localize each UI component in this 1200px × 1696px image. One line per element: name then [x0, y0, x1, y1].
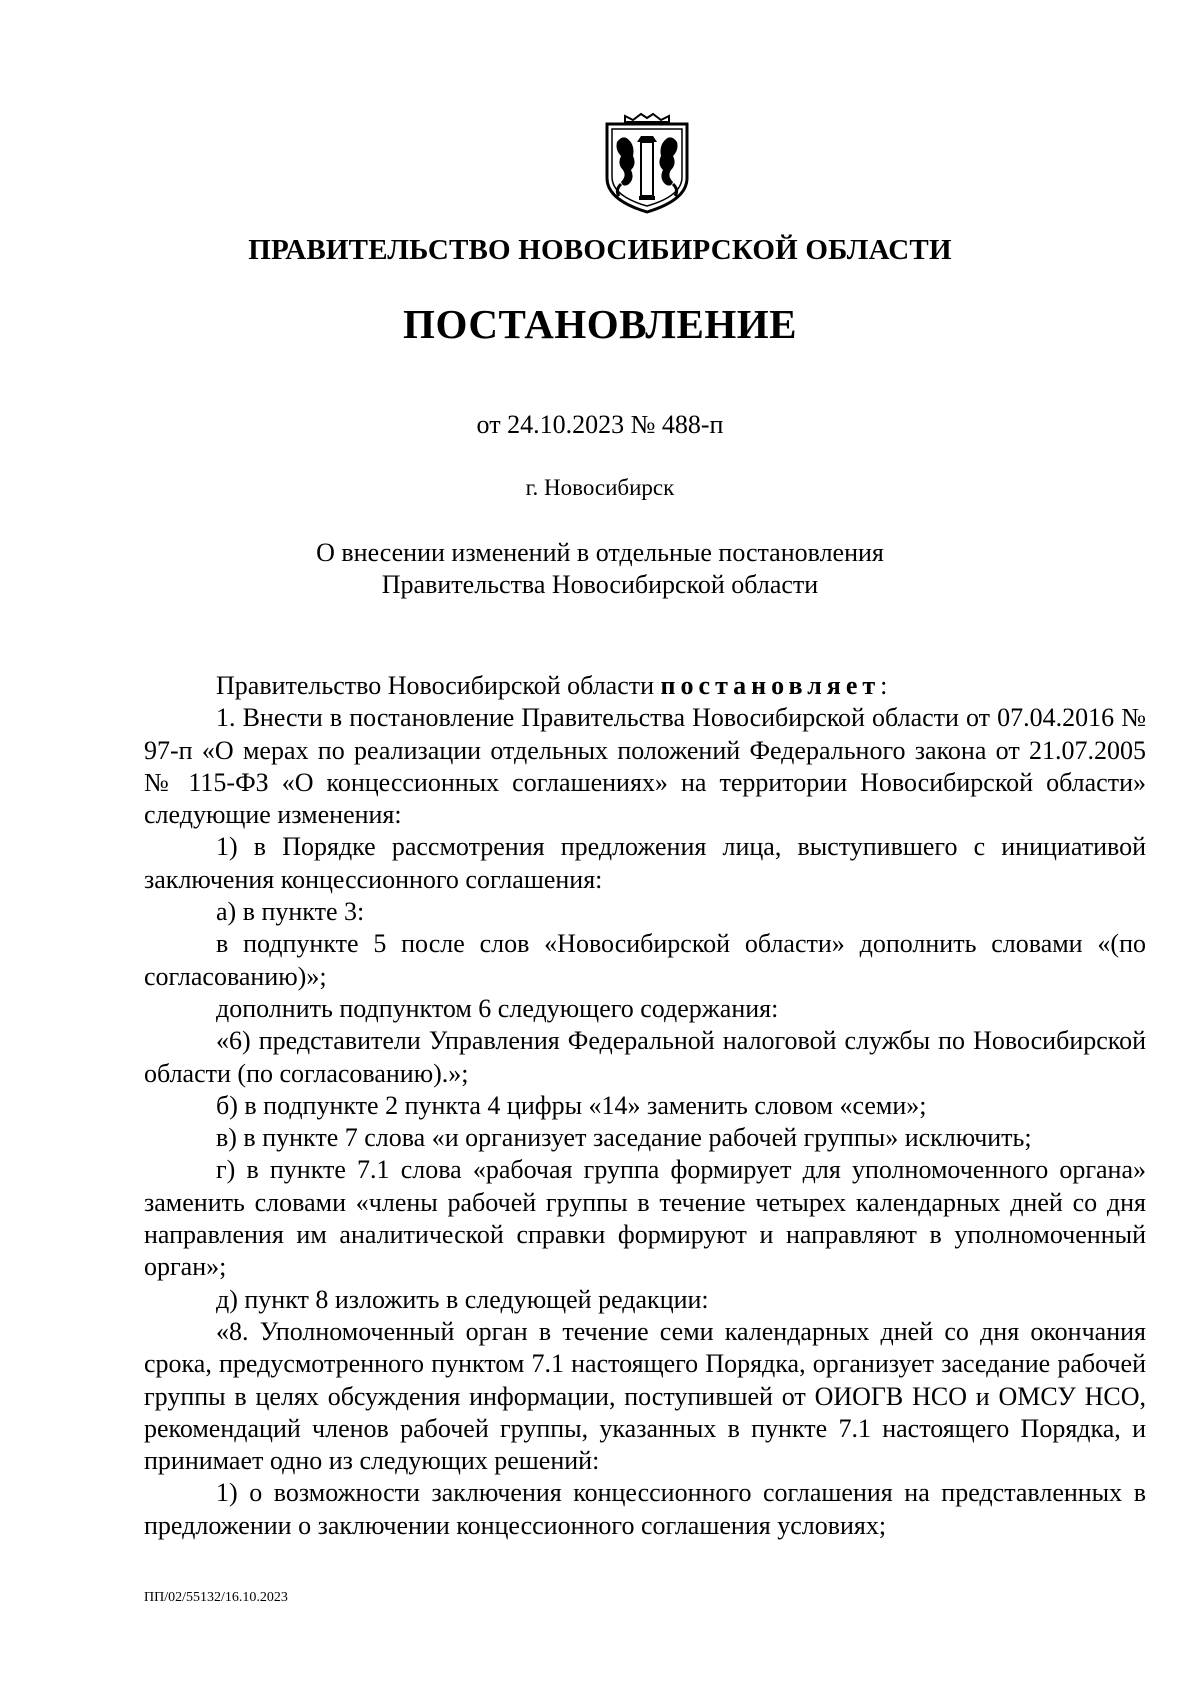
preamble-emphasis: постановляет	[660, 671, 881, 700]
city: г. Новосибирск	[525, 475, 675, 500]
paragraph: 1) о возможности заключения концессионного соглашения на представленных в предложении о заключении концессионного соглашения условиях;	[144, 1478, 1146, 1540]
paragraph: дополнить подпунктом 6 следующего содержания:	[216, 993, 779, 1023]
organization-name: ПРАВИТЕЛЬСТВО НОВОСИБИРСКОЙ ОБЛАСТИ	[248, 234, 952, 266]
coat-of-arms-icon	[601, 112, 693, 216]
paragraph: а) в пункте 3:	[216, 897, 365, 927]
preamble	[144, 670, 1146, 702]
paragraph: 1. Внести в постановление Правительства Новосибирской области от 07.04.2016 № 97-п «О мерах по реализации отдельных положений Федерального закона от 21.07.2005 № 115-ФЗ «О концессионных соглашениях» на территории Новосибирской области» следующие изменения:	[144, 703, 1146, 830]
paragraph: д) пункт 8 изложить в следующей редакции:	[216, 1284, 709, 1314]
preamble-text: Правительство Новосибирской области	[216, 671, 661, 700]
subject-line: Правительства Новосибирской области	[381, 570, 819, 599]
document-subject	[0, 537, 1200, 601]
subject-line: О внесении изменений в отдельные постановления	[316, 538, 884, 567]
document-code: ПП/02/55132/16.10.2023	[144, 1590, 288, 1605]
paragraph: 1) в Порядке рассмотрения предложения лица, выступившего с инициативой заключения концессионного соглашения:	[144, 832, 1146, 894]
paragraph: б) в подпункте 2 пункта 4 цифры «14» заменить словом «семи»;	[216, 1090, 927, 1120]
paragraph: «6) представители Управления Федеральной налоговой службы по Новосибирской области (по согласованию).»;	[144, 1026, 1146, 1088]
date-and-number: от 24.10.2023 № 488-п	[476, 410, 724, 439]
paragraph: в) в пункте 7 слова «и организует заседание рабочей группы» исключить;	[216, 1123, 1032, 1153]
paragraph: «8. Уполномоченный орган в течение семи календарных дней со дня окончания срока, предусмотренного пунктом 7.1 настоящего Порядка, организует заседание рабочей группы в целях обсуждения информации, поступившей от ОИОГВ НСО и ОМСУ НСО, рекомендаций членов рабочей группы, указанных в пункте 7.1 настоящего Порядка, и принимает одно из следующих решений:	[144, 1316, 1146, 1476]
paragraph: в подпункте 5 после слов «Новосибирской области» дополнить словами «(по согласованию)»;	[144, 929, 1146, 991]
document-body	[144, 670, 1146, 1542]
document-type: ПОСТАНОВЛЕНИЕ	[403, 301, 797, 347]
preamble-suffix: :	[880, 671, 888, 700]
paragraph: г) в пункте 7.1 слова «рабочая группа формирует для уполномоченного органа» заменить словами «члены рабочей группы в течение четырех календарных дней со дня направления им аналитической справки формируют и направляют в уполномоченный орган»;	[144, 1155, 1146, 1282]
